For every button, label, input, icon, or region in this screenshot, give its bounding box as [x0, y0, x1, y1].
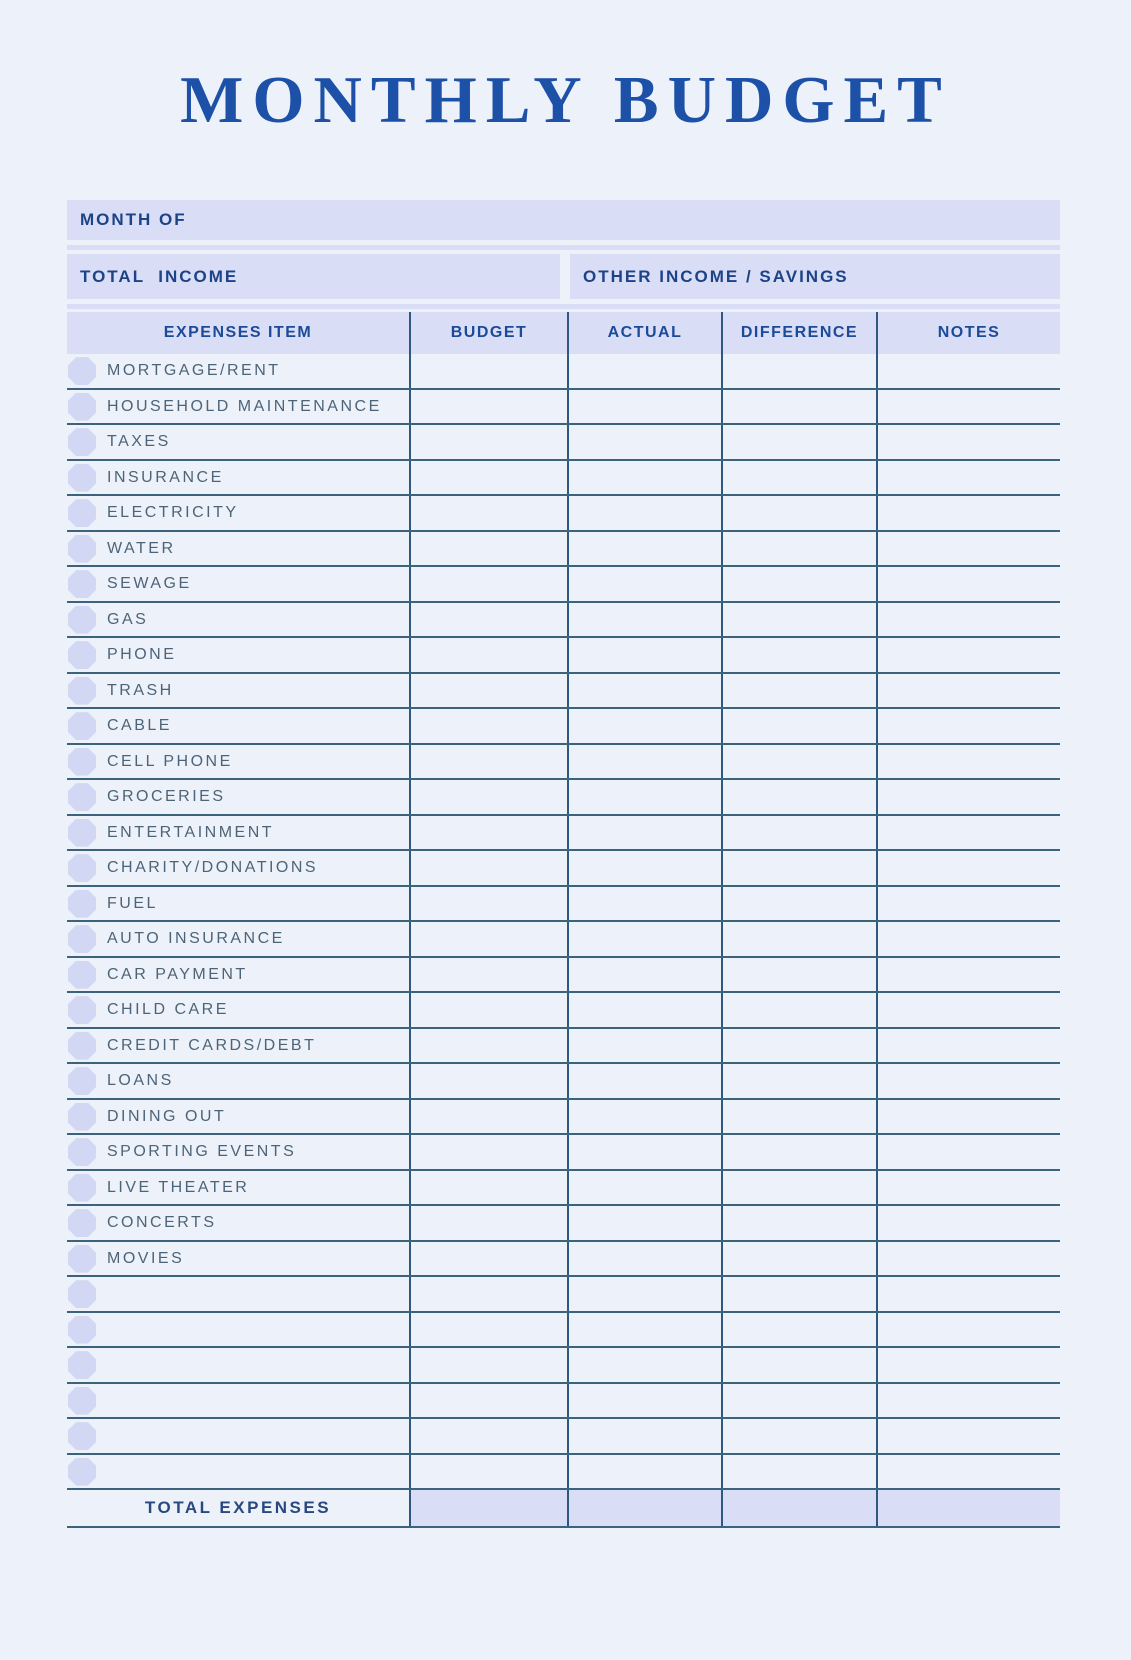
actual-cell	[567, 993, 721, 1027]
expense-item-label: GROCERIES	[107, 788, 226, 806]
difference-cell	[721, 993, 876, 1027]
expense-item-label: CHARITY/DONATIONS	[107, 859, 319, 877]
actual-cell	[567, 922, 721, 956]
expense-item-label: SEWAGE	[107, 575, 192, 593]
actual-cell	[567, 461, 721, 495]
octagon-bullet-icon	[68, 925, 96, 953]
notes-cell	[876, 567, 1060, 601]
expense-row	[67, 532, 1060, 568]
expense-item-label: CABLE	[107, 717, 172, 735]
expense-row	[67, 603, 1060, 639]
actual-cell	[567, 1242, 721, 1276]
expense-row	[67, 887, 1060, 923]
expense-item-cell	[67, 1313, 409, 1347]
expense-row	[67, 1242, 1060, 1278]
actual-cell	[567, 816, 721, 850]
expense-item-cell	[67, 958, 409, 992]
octagon-bullet-icon	[68, 641, 96, 669]
budget-cell	[409, 1348, 567, 1382]
notes-cell	[876, 390, 1060, 424]
expense-item-cell	[67, 1348, 409, 1382]
expense-row	[67, 1384, 1060, 1420]
difference-cell	[721, 354, 876, 388]
expense-item-label: LOANS	[107, 1072, 174, 1090]
actual-cell	[567, 958, 721, 992]
octagon-bullet-icon	[68, 357, 96, 385]
expense-item-label: AUTO INSURANCE	[107, 930, 285, 948]
expense-item-cell	[67, 1419, 409, 1453]
expense-item-label: WATER	[107, 539, 176, 557]
expense-item-label: HOUSEHOLD MAINTENANCE	[107, 397, 382, 415]
expense-row	[67, 1206, 1060, 1242]
notes-cell	[876, 993, 1060, 1027]
expense-item-label: FUEL	[107, 894, 158, 912]
octagon-bullet-icon	[68, 464, 96, 492]
difference-cell	[721, 745, 876, 779]
budget-cell	[409, 780, 567, 814]
budget-sheet	[67, 200, 1060, 1528]
expense-item-cell	[67, 461, 409, 495]
octagon-bullet-icon	[68, 1458, 96, 1486]
expense-item-cell	[67, 532, 409, 566]
actual-cell	[567, 674, 721, 708]
difference-cell	[721, 1064, 876, 1098]
column-header: NOTES	[876, 312, 1060, 354]
difference-cell	[721, 461, 876, 495]
octagon-bullet-icon	[68, 1351, 96, 1379]
difference-cell	[721, 1100, 876, 1134]
notes-cell	[876, 1135, 1060, 1169]
expense-row	[67, 1100, 1060, 1136]
notes-cell	[876, 354, 1060, 388]
expense-item-cell	[67, 887, 409, 921]
difference-cell	[721, 709, 876, 743]
budget-cell	[409, 461, 567, 495]
budget-cell	[409, 1384, 567, 1418]
notes-cell	[876, 1206, 1060, 1240]
expenses-table	[67, 312, 1060, 1528]
table-body	[67, 354, 1060, 1490]
total-income-label: TOTAL INCOME	[80, 266, 239, 286]
octagon-bullet-icon	[68, 1067, 96, 1095]
budget-cell	[409, 1313, 567, 1347]
expense-item-cell	[67, 1171, 409, 1205]
notes-cell	[876, 887, 1060, 921]
difference-cell	[721, 1419, 876, 1453]
expense-row	[67, 851, 1060, 887]
budget-cell	[409, 1100, 567, 1134]
notes-cell	[876, 461, 1060, 495]
budget-cell	[409, 390, 567, 424]
budget-cell	[409, 603, 567, 637]
expense-row	[67, 745, 1060, 781]
notes-cell	[876, 851, 1060, 885]
expense-item-cell	[67, 1064, 409, 1098]
actual-cell	[567, 1100, 721, 1134]
expense-item-label: MORTGAGE/RENT	[107, 362, 281, 380]
budget-cell	[409, 745, 567, 779]
octagon-bullet-icon	[68, 499, 96, 527]
budget-cell	[409, 1135, 567, 1169]
difference-cell	[721, 425, 876, 459]
octagon-bullet-icon	[68, 1174, 96, 1202]
expense-item-label: TAXES	[107, 433, 171, 451]
budget-cell	[409, 816, 567, 850]
expense-item-cell	[67, 1100, 409, 1134]
difference-cell	[721, 922, 876, 956]
budget-cell	[409, 709, 567, 743]
page-title: MONTHLY BUDGET	[180, 63, 951, 137]
octagon-bullet-icon	[68, 1316, 96, 1344]
total-expenses-label: TOTAL EXPENSES	[144, 1498, 332, 1518]
total-difference-cell	[721, 1490, 876, 1526]
octagon-bullet-icon	[68, 783, 96, 811]
actual-cell	[567, 638, 721, 672]
actual-cell	[567, 1206, 721, 1240]
budget-cell	[409, 1455, 567, 1489]
actual-cell	[567, 1171, 721, 1205]
expense-row	[67, 1135, 1060, 1171]
notes-cell	[876, 1419, 1060, 1453]
expense-item-cell	[67, 638, 409, 672]
difference-cell	[721, 1135, 876, 1169]
octagon-bullet-icon	[68, 961, 96, 989]
octagon-bullet-icon	[68, 1103, 96, 1131]
expense-item-label: ELECTRICITY	[107, 504, 239, 522]
notes-cell	[876, 603, 1060, 637]
expense-item-cell	[67, 1135, 409, 1169]
octagon-bullet-icon	[68, 854, 96, 882]
expense-item-label: MOVIES	[107, 1249, 185, 1267]
expense-row	[67, 354, 1060, 390]
budget-cell	[409, 958, 567, 992]
octagon-bullet-icon	[68, 1280, 96, 1308]
expense-item-label: INSURANCE	[107, 468, 224, 486]
total-income-bar	[67, 254, 560, 299]
actual-cell	[567, 1029, 721, 1063]
actual-cell	[567, 390, 721, 424]
column-header: BUDGET	[409, 312, 567, 354]
notes-cell	[876, 922, 1060, 956]
octagon-bullet-icon	[68, 1245, 96, 1273]
notes-cell	[876, 745, 1060, 779]
notes-cell	[876, 1171, 1060, 1205]
expense-item-label: SPORTING EVENTS	[107, 1143, 297, 1161]
expense-item-cell	[67, 1384, 409, 1418]
budget-cell	[409, 674, 567, 708]
expense-item-cell	[67, 496, 409, 530]
actual-cell	[567, 851, 721, 885]
expense-item-label: LIVE THEATER	[107, 1178, 250, 1196]
expense-item-cell	[67, 1206, 409, 1240]
octagon-bullet-icon	[68, 819, 96, 847]
divider-rule-bottom	[67, 304, 1060, 309]
expense-row	[67, 1171, 1060, 1207]
actual-cell	[567, 709, 721, 743]
notes-cell	[876, 1313, 1060, 1347]
expense-row	[67, 1419, 1060, 1455]
difference-cell	[721, 1455, 876, 1489]
budget-cell	[409, 993, 567, 1027]
total-notes-cell	[876, 1490, 1060, 1526]
actual-cell	[567, 1455, 721, 1489]
expense-item-cell	[67, 354, 409, 388]
expense-item-cell	[67, 674, 409, 708]
expense-item-label: DINING OUT	[107, 1107, 227, 1125]
expense-row	[67, 1029, 1060, 1065]
expense-item-cell	[67, 851, 409, 885]
budget-cell	[409, 425, 567, 459]
octagon-bullet-icon	[68, 535, 96, 563]
expense-item-label: CHILD CARE	[107, 1001, 229, 1019]
notes-cell	[876, 674, 1060, 708]
budget-cell	[409, 638, 567, 672]
actual-cell	[567, 425, 721, 459]
expense-item-cell	[67, 993, 409, 1027]
expense-row	[67, 922, 1060, 958]
difference-cell	[721, 1313, 876, 1347]
notes-cell	[876, 1384, 1060, 1418]
expense-row	[67, 674, 1060, 710]
expense-item-cell	[67, 1029, 409, 1063]
difference-cell	[721, 1029, 876, 1063]
expense-row	[67, 1277, 1060, 1313]
actual-cell	[567, 603, 721, 637]
difference-cell	[721, 1171, 876, 1205]
actual-cell	[567, 1313, 721, 1347]
budget-cell	[409, 1029, 567, 1063]
actual-cell	[567, 1135, 721, 1169]
difference-cell	[721, 1242, 876, 1276]
month-of-bar	[67, 200, 1060, 240]
expense-item-cell	[67, 1242, 409, 1276]
total-budget-cell	[409, 1490, 567, 1526]
table-header-row	[67, 312, 1060, 354]
notes-cell	[876, 816, 1060, 850]
budget-cell	[409, 887, 567, 921]
expense-item-label: ENTERTAINMENT	[107, 823, 275, 841]
difference-cell	[721, 780, 876, 814]
column-header: DIFFERENCE	[721, 312, 876, 354]
octagon-bullet-icon	[68, 677, 96, 705]
difference-cell	[721, 603, 876, 637]
expense-item-cell	[67, 709, 409, 743]
divider-rule-top	[67, 245, 1060, 250]
actual-cell	[567, 532, 721, 566]
difference-cell	[721, 567, 876, 601]
actual-cell	[567, 887, 721, 921]
actual-cell	[567, 1277, 721, 1311]
expense-item-cell	[67, 567, 409, 601]
budget-cell	[409, 1242, 567, 1276]
octagon-bullet-icon	[68, 890, 96, 918]
other-income-savings-label: OTHER INCOME / SAVINGS	[583, 266, 849, 286]
difference-cell	[721, 851, 876, 885]
expense-row	[67, 1348, 1060, 1384]
expense-item-cell	[67, 780, 409, 814]
expense-item-label: CONCERTS	[107, 1214, 217, 1232]
total-actual-cell	[567, 1490, 721, 1526]
notes-cell	[876, 1100, 1060, 1134]
actual-cell	[567, 1419, 721, 1453]
budget-cell	[409, 567, 567, 601]
total-expenses-row	[67, 1490, 1060, 1528]
notes-cell	[876, 425, 1060, 459]
budget-cell	[409, 496, 567, 530]
difference-cell	[721, 1348, 876, 1382]
expense-row	[67, 567, 1060, 603]
expense-row	[67, 461, 1060, 497]
income-section	[67, 254, 1060, 299]
notes-cell	[876, 1242, 1060, 1276]
difference-cell	[721, 496, 876, 530]
expense-item-label: PHONE	[107, 646, 177, 664]
expense-item-label: TRASH	[107, 681, 174, 699]
difference-cell	[721, 674, 876, 708]
notes-cell	[876, 638, 1060, 672]
expense-item-label: GAS	[107, 610, 149, 628]
octagon-bullet-icon	[68, 996, 96, 1024]
expense-row	[67, 816, 1060, 852]
actual-cell	[567, 496, 721, 530]
notes-cell	[876, 496, 1060, 530]
expense-item-cell	[67, 390, 409, 424]
notes-cell	[876, 958, 1060, 992]
budget-cell	[409, 922, 567, 956]
difference-cell	[721, 816, 876, 850]
expense-row	[67, 780, 1060, 816]
budget-cell	[409, 1277, 567, 1311]
expense-item-cell	[67, 1277, 409, 1311]
difference-cell	[721, 887, 876, 921]
column-header: ACTUAL	[567, 312, 721, 354]
expense-item-label: CREDIT CARDS/DEBT	[107, 1036, 317, 1054]
octagon-bullet-icon	[68, 393, 96, 421]
expense-row	[67, 1455, 1060, 1491]
notes-cell	[876, 532, 1060, 566]
expense-row	[67, 1064, 1060, 1100]
actual-cell	[567, 1064, 721, 1098]
expense-item-cell	[67, 603, 409, 637]
difference-cell	[721, 532, 876, 566]
notes-cell	[876, 1064, 1060, 1098]
difference-cell	[721, 390, 876, 424]
notes-cell	[876, 1455, 1060, 1489]
expense-item-cell	[67, 816, 409, 850]
budget-cell	[409, 1064, 567, 1098]
expense-item-label: CAR PAYMENT	[107, 965, 248, 983]
budget-cell	[409, 354, 567, 388]
octagon-bullet-icon	[68, 570, 96, 598]
expense-item-cell	[67, 425, 409, 459]
expense-item-cell	[67, 922, 409, 956]
actual-cell	[567, 1348, 721, 1382]
expense-row	[67, 709, 1060, 745]
difference-cell	[721, 1384, 876, 1418]
octagon-bullet-icon	[68, 428, 96, 456]
expense-row	[67, 390, 1060, 426]
difference-cell	[721, 958, 876, 992]
difference-cell	[721, 1277, 876, 1311]
month-of-label: MONTH OF	[80, 210, 187, 230]
octagon-bullet-icon	[68, 748, 96, 776]
actual-cell	[567, 745, 721, 779]
octagon-bullet-icon	[68, 1032, 96, 1060]
notes-cell	[876, 780, 1060, 814]
column-header: EXPENSES ITEM	[163, 324, 313, 342]
budget-cell	[409, 1171, 567, 1205]
notes-cell	[876, 1348, 1060, 1382]
expense-row	[67, 958, 1060, 994]
expense-item-label: CELL PHONE	[107, 752, 233, 770]
difference-cell	[721, 638, 876, 672]
octagon-bullet-icon	[68, 1422, 96, 1450]
octagon-bullet-icon	[68, 606, 96, 634]
notes-cell	[876, 1029, 1060, 1063]
budget-cell	[409, 851, 567, 885]
expense-item-cell	[67, 745, 409, 779]
expense-row	[67, 425, 1060, 461]
notes-cell	[876, 1277, 1060, 1311]
actual-cell	[567, 567, 721, 601]
expense-item-cell	[67, 1455, 409, 1489]
budget-cell	[409, 1206, 567, 1240]
notes-cell	[876, 709, 1060, 743]
actual-cell	[567, 354, 721, 388]
budget-cell	[409, 1419, 567, 1453]
expense-row	[67, 638, 1060, 674]
octagon-bullet-icon	[68, 1209, 96, 1237]
octagon-bullet-icon	[68, 712, 96, 740]
budget-cell	[409, 532, 567, 566]
actual-cell	[567, 780, 721, 814]
other-income-savings-bar	[570, 254, 1060, 299]
difference-cell	[721, 1206, 876, 1240]
actual-cell	[567, 1384, 721, 1418]
octagon-bullet-icon	[68, 1387, 96, 1415]
expense-row	[67, 496, 1060, 532]
expense-row	[67, 1313, 1060, 1349]
expense-row	[67, 993, 1060, 1029]
octagon-bullet-icon	[68, 1138, 96, 1166]
